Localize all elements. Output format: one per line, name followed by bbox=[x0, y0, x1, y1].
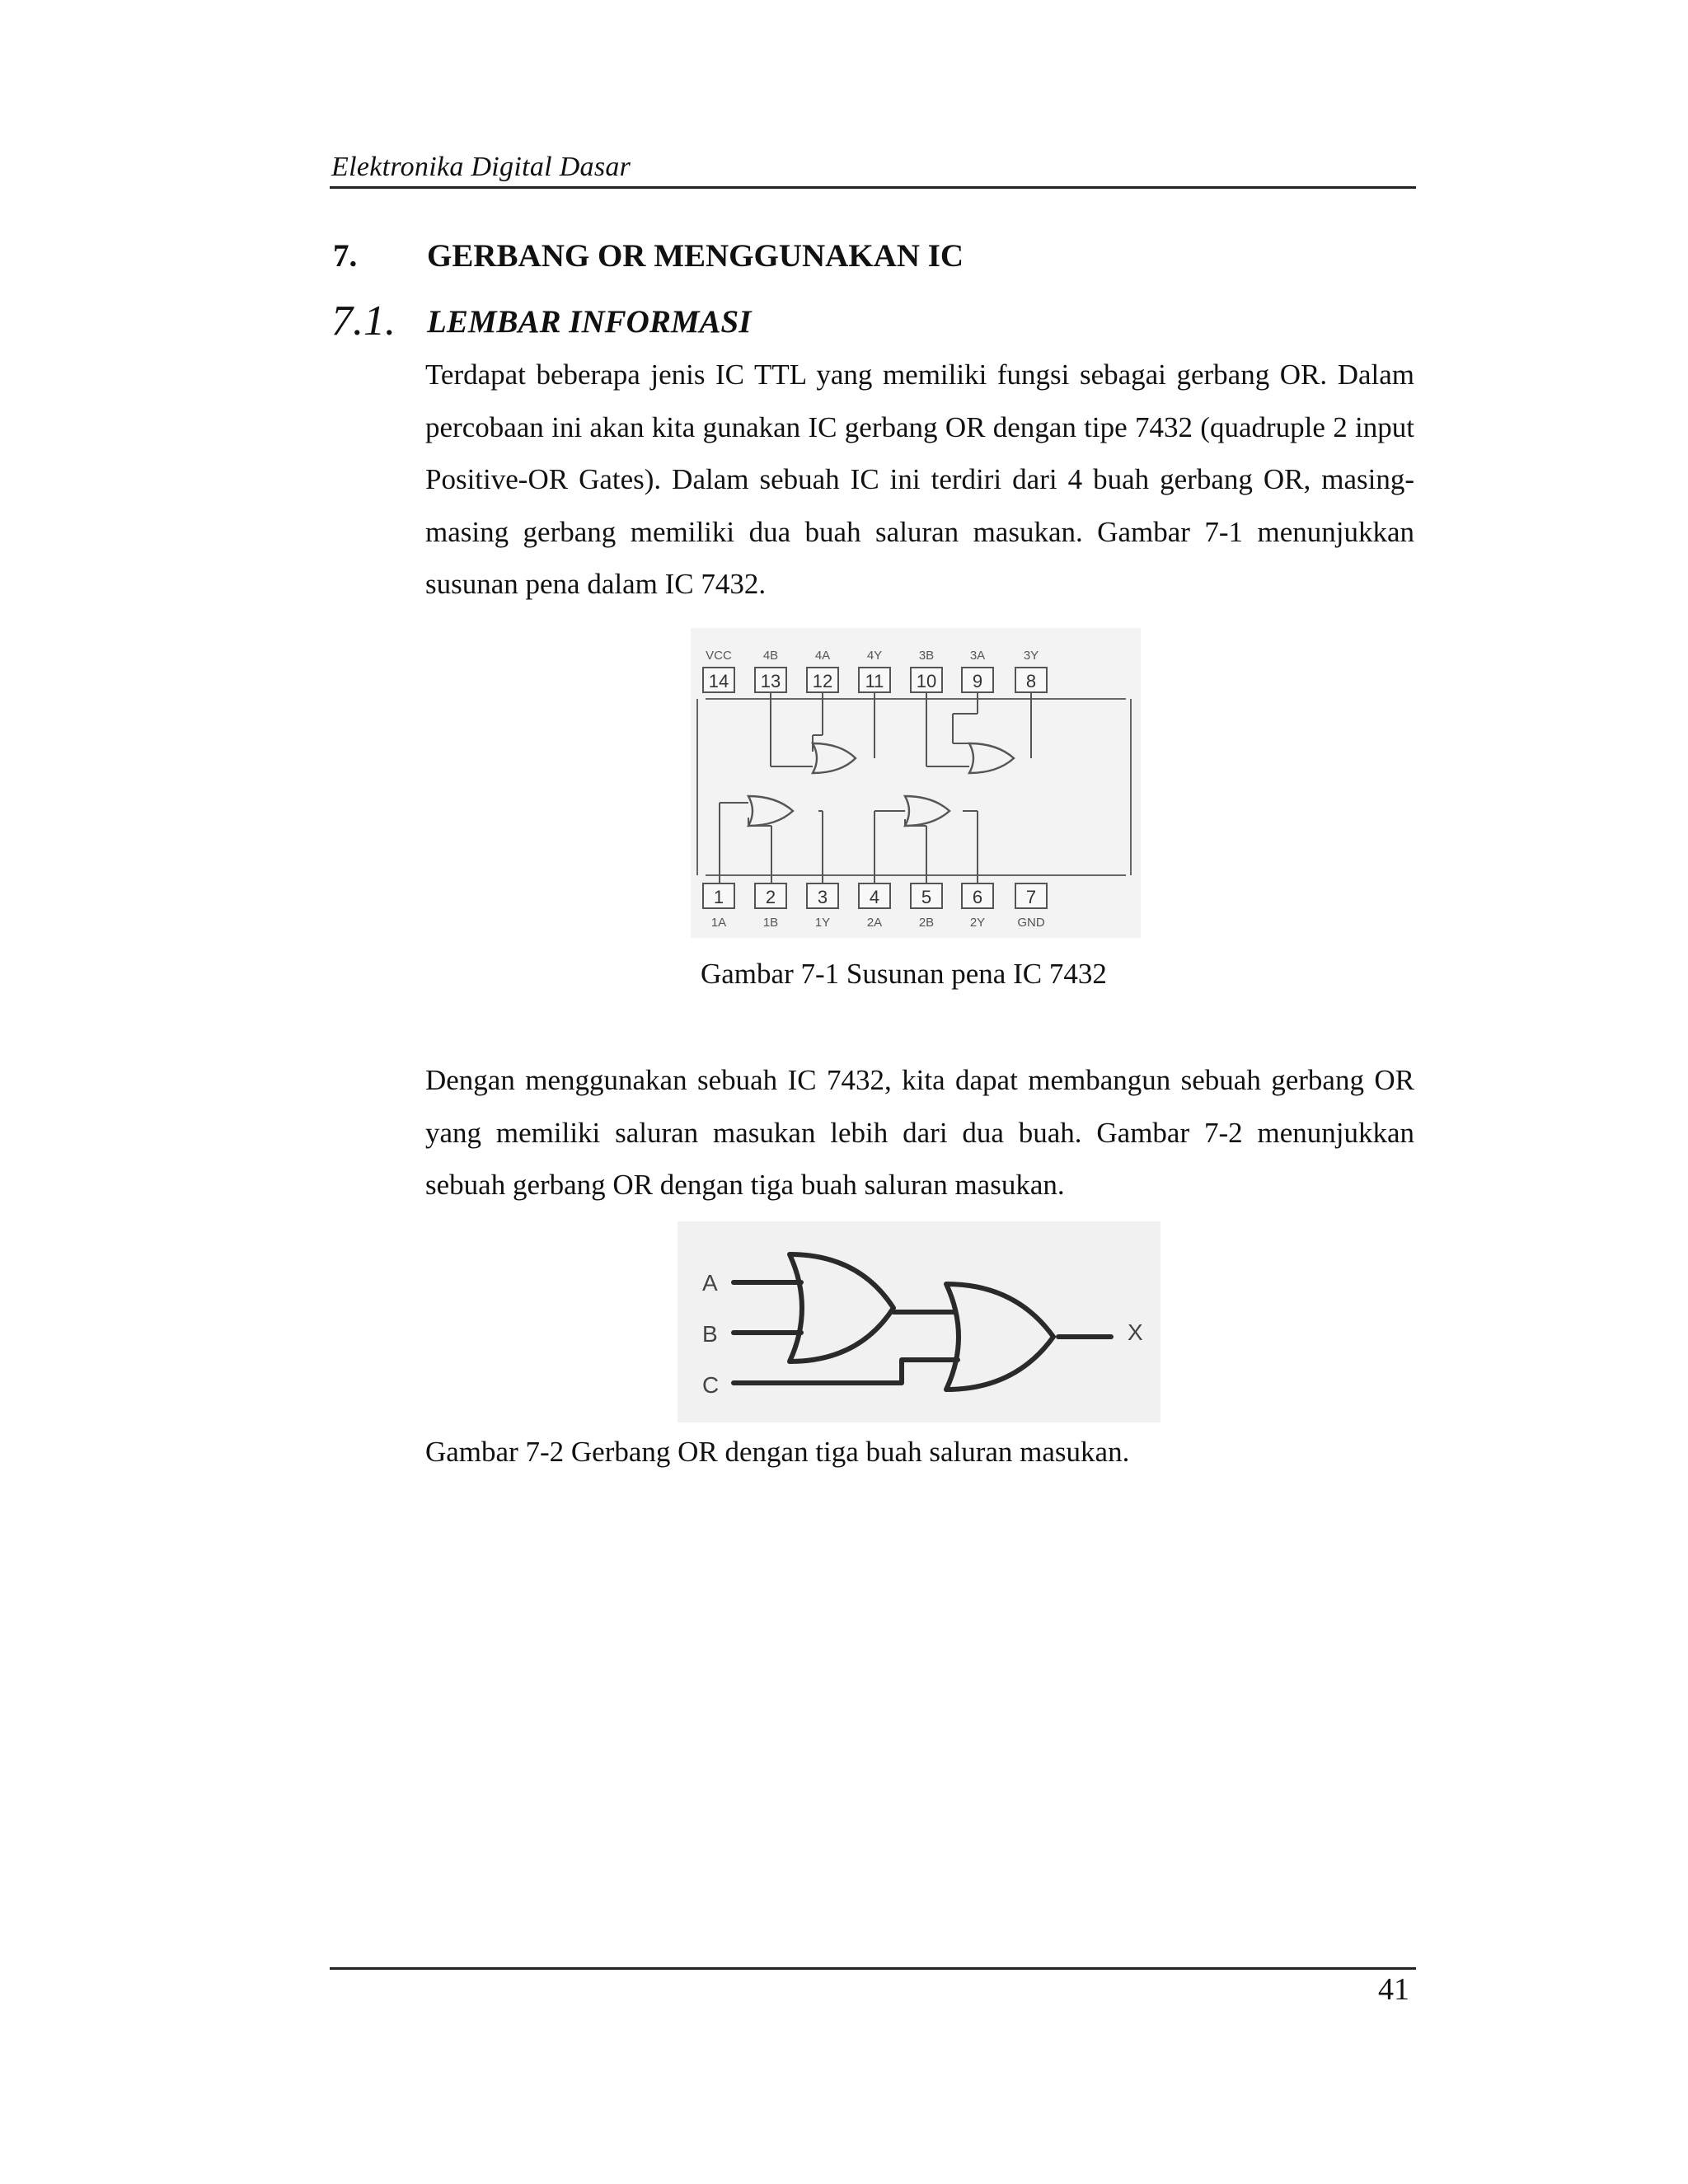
three-input-or-diagram bbox=[678, 1221, 1160, 1422]
pin-number-10: 10 bbox=[916, 671, 937, 691]
pin-name-10: 3B bbox=[918, 649, 935, 663]
pin-number-5: 5 bbox=[921, 887, 932, 907]
pin-name-6: 2Y bbox=[969, 916, 986, 930]
figure-three-input-or bbox=[678, 1221, 1160, 1422]
pin-number-7: 7 bbox=[1025, 887, 1037, 907]
pin-number-14: 14 bbox=[708, 671, 729, 691]
pin-number-3: 3 bbox=[817, 887, 828, 907]
header-rule bbox=[330, 186, 1416, 189]
or-gate-second-icon bbox=[946, 1284, 1053, 1390]
ic-body bbox=[697, 699, 1131, 875]
pin-name-5: 2B bbox=[918, 916, 935, 930]
running-header: Elektronika Digital Dasar bbox=[331, 152, 631, 182]
subsection-title: LEMBAR INFORMASI bbox=[427, 304, 752, 340]
or-gate-2-icon bbox=[905, 796, 950, 826]
pin-number-4: 4 bbox=[869, 887, 880, 907]
section-number: 7. bbox=[333, 238, 358, 274]
pin-name-8: 3Y bbox=[1023, 649, 1039, 663]
pin-name-9: 3A bbox=[969, 649, 986, 663]
pin-number-2: 2 bbox=[765, 887, 776, 907]
pin-name-1: 1A bbox=[710, 916, 727, 930]
or-gate-first-icon bbox=[790, 1254, 893, 1361]
pin-number-9: 9 bbox=[972, 671, 983, 691]
pin-name-12: 4A bbox=[814, 649, 831, 663]
page-number: 41 bbox=[1378, 1972, 1409, 2007]
pin-number-8: 8 bbox=[1025, 671, 1037, 691]
figure-2-caption: Gambar 7-2 Gerbang OR dengan tiga buah saluran masukan. bbox=[425, 1436, 1130, 1468]
ic-pinout-diagram bbox=[691, 628, 1141, 938]
pin-number-11: 11 bbox=[865, 671, 884, 691]
pin-name-2: 1B bbox=[762, 916, 779, 930]
or-gate-4-icon bbox=[813, 743, 856, 773]
wire-input-c bbox=[734, 1360, 958, 1383]
pin-name-11: 4Y bbox=[866, 649, 883, 663]
or-gate-3-icon bbox=[969, 743, 1014, 773]
output-x-label: X bbox=[1128, 1319, 1143, 1345]
pin-number-12: 12 bbox=[812, 671, 833, 691]
section-title: GERBANG OR MENGGUNAKAN IC bbox=[427, 238, 964, 274]
paragraph-three-input: Dengan menggunakan sebuah IC 7432, kita dapat membangun sebuah gerbang OR yang memiliki saluran masukan lebih dari dua buah. Gambar 7-2 menunjukkan sebuah gerbang OR dengan tiga buah saluran masukan. bbox=[425, 1064, 1414, 1201]
figure-1-caption: Gambar 7-1 Susunan pena IC 7432 bbox=[701, 958, 1107, 990]
figure-ic-7432-pinout bbox=[691, 628, 1141, 938]
footer-rule bbox=[330, 1967, 1416, 1970]
pin-name-13: 4B bbox=[762, 649, 779, 663]
input-c-label: C bbox=[702, 1372, 720, 1398]
input-b-label: B bbox=[702, 1321, 718, 1347]
pin-name-7: GND bbox=[1017, 916, 1045, 930]
pin-name-4: 2A bbox=[866, 916, 883, 930]
pin-name-3: 1Y bbox=[814, 916, 831, 930]
paragraph-intro: Terdapat beberapa jenis IC TTL yang memiliki fungsi sebagai gerbang OR. Dalam percobaan ini akan kita gunakan IC gerbang OR dengan tipe 7432 (quadruple 2 input Positive-OR Gates). Dalam sebuah IC ini terdiri dari 4 buah gerbang OR, masing-masing gerbang memiliki dua buah saluran masukan. Gambar 7-1 menunjukkan susunan pena dalam IC 7432. bbox=[425, 359, 1414, 600]
pin-number-13: 13 bbox=[760, 671, 781, 691]
or-gate-1-icon bbox=[748, 796, 793, 826]
pin-number-6: 6 bbox=[972, 887, 983, 907]
input-a-label: A bbox=[702, 1270, 718, 1296]
pin-number-1: 1 bbox=[713, 887, 724, 907]
subsection-number: 7.1. bbox=[331, 298, 396, 344]
pin-name-14: VCC bbox=[706, 649, 732, 663]
